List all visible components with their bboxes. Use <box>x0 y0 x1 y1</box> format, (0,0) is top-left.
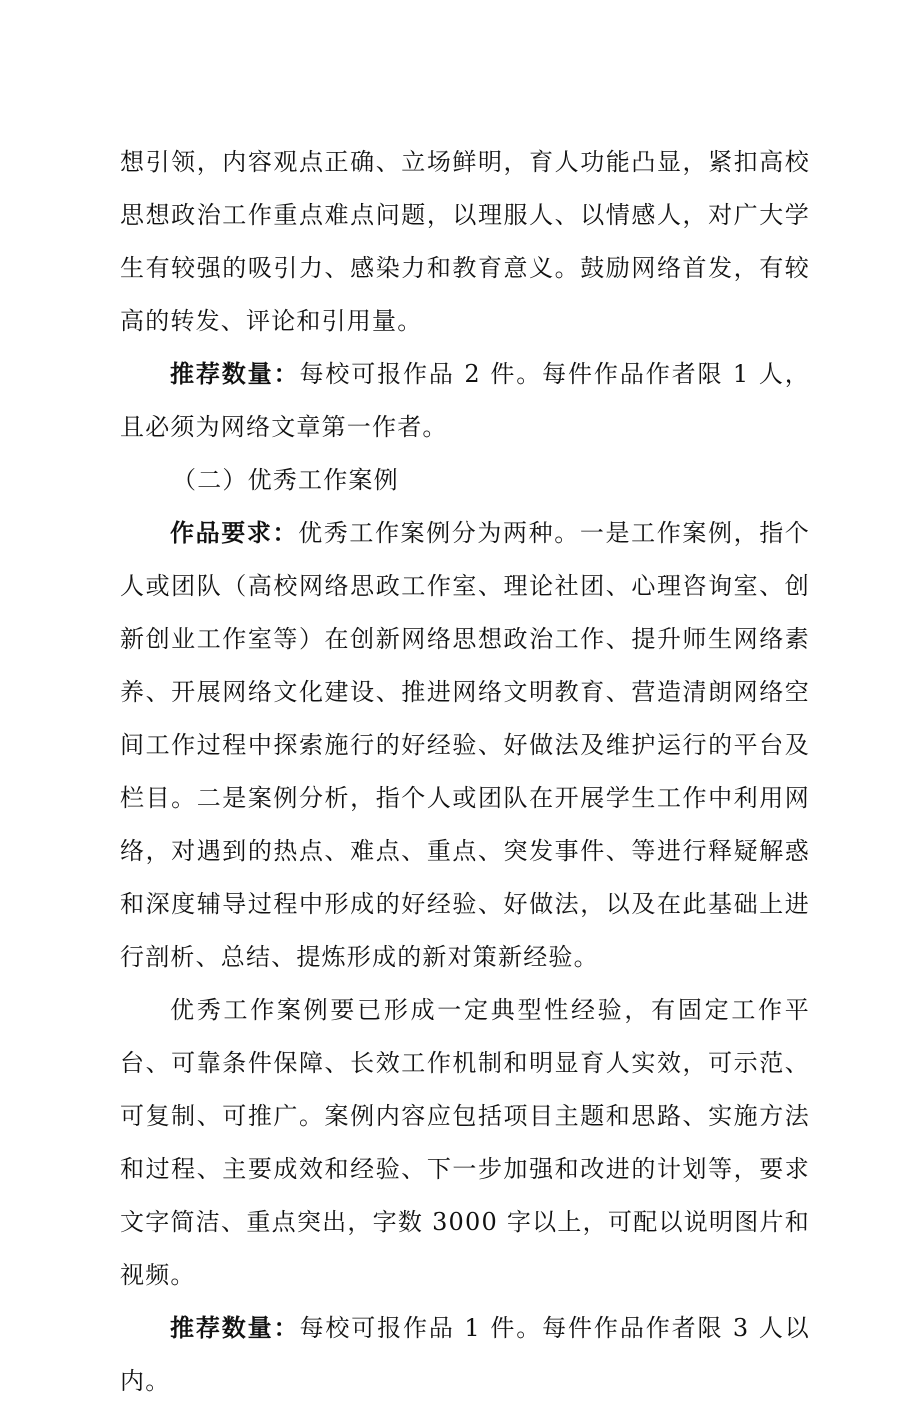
paragraph-recommend-count-2 <box>120 1302 810 1408</box>
paragraph-requirements-continued: 想引领，内容观点正确、立场鲜明，育人功能凸显，紧扣高校思想政治工作重点难点问题，以理服人、以情感人，对广大学生有较强的吸引力、感染力和教育意义。鼓励网络首发，有较高的转发、评论和引用量。 <box>120 148 810 335</box>
paragraph-work-requirements <box>120 507 810 984</box>
paragraph-case-details: 优秀工作案例要已形成一定典型性经验，有固定工作平台、可靠条件保障、长效工作机制和明显育人实效，可示范、可复制、可推广。案例内容应包括项目主题和思路、实施方法和过程、主要成效和经验、下一步加强和改进的计划等，要求文字简洁、重点突出，字数 3000 字以上，可配以说明图片和视频。 <box>120 996 810 1289</box>
label-recommend-count-2: 推荐数量： <box>170 1314 300 1342</box>
paragraph-recommend-count-1 <box>120 348 810 454</box>
section-heading: （二）优秀工作案例 <box>172 466 399 494</box>
label-recommend-count: 推荐数量： <box>170 360 300 388</box>
document-body <box>120 136 810 1408</box>
recommend-count-text-2: 每校可报作品 1 件。每件作品作者限 3 人以内。 <box>120 1314 810 1395</box>
work-requirements-text: 优秀工作案例分为两种。一是工作案例，指个人或团队（高校网络思政工作室、理论社团、心理咨询室、创新创业工作室等）在创新网络思想政治工作、提升师生网络素养、开展网络文化建设、推进网络文明教育、营造清朗网络空间工作过程中探索施行的好经验、好做法及维护运行的平台及栏目。二是案例分析，指个人或团队在开展学生工作中利用网络，对遇到的热点、难点、重点、突发事件、等进行释疑解惑和深度辅导过程中形成的好经验、好做法，以及在此基础上进行剖析、总结、提炼形成的新对策新经验。 <box>120 519 811 971</box>
label-work-requirements: 作品要求： <box>170 519 299 547</box>
recommend-count-text: 每校可报作品 2 件。每件作品作者限 1 人，且必须为网络文章第一作者。 <box>120 360 810 441</box>
